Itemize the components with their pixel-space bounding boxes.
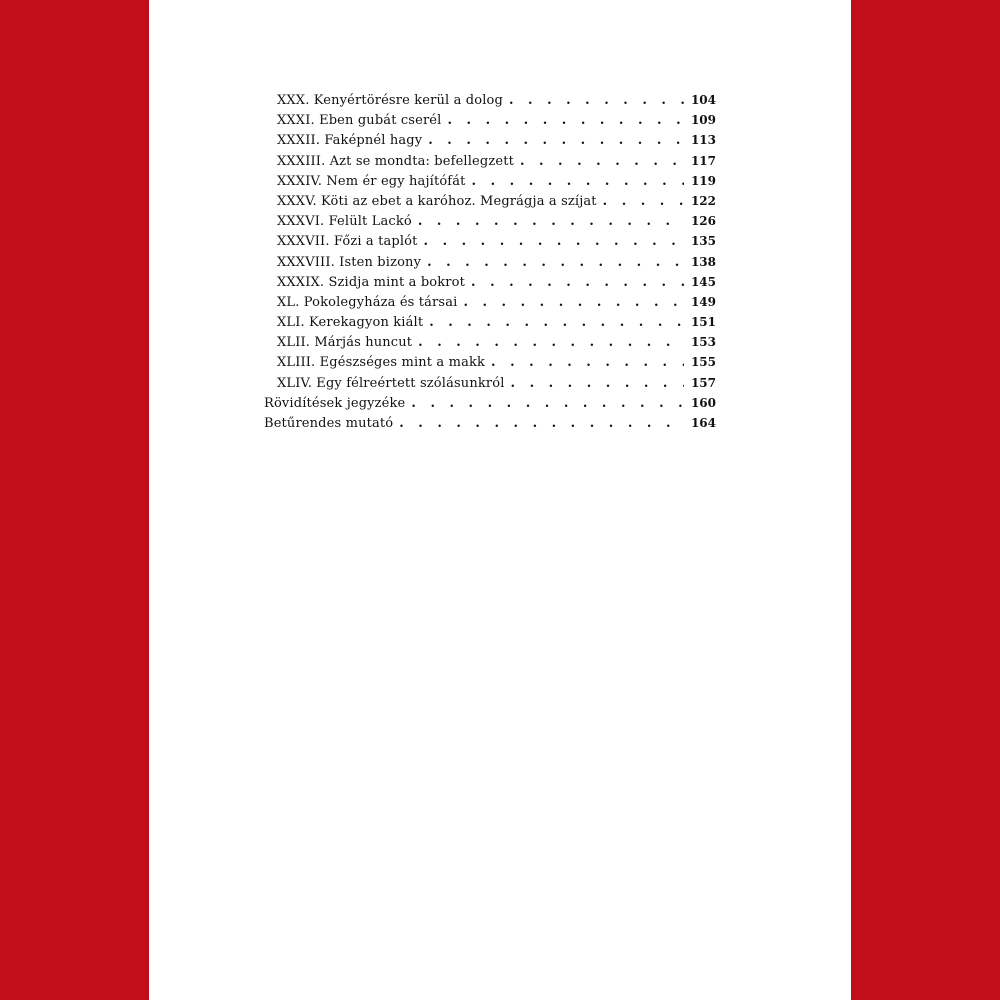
dot-leader: [399, 414, 684, 434]
toc-entry-page: 117: [690, 153, 716, 168]
dot-leader: [427, 253, 684, 273]
toc-entry-title: XXXII. Faképnél hagy: [277, 133, 423, 149]
toc-entry-title: XXXVI. Felült Lackó: [277, 214, 412, 230]
dot-leader: [491, 353, 684, 373]
toc-entry: [264, 211, 716, 231]
toc-entry: [264, 393, 716, 413]
toc-entry: [264, 352, 716, 372]
toc-entry-page: 160: [690, 395, 716, 410]
toc-entry: [264, 231, 716, 251]
dot-leader: [472, 172, 684, 192]
toc-entry: [264, 252, 716, 272]
toc-entry: [264, 151, 716, 171]
toc-entry-title: XXX. Kenyértörésre kerül a dolog: [277, 93, 503, 108]
toc-entry: [264, 413, 716, 433]
toc-entry-title: XLI. Kerekagyon kiált: [277, 315, 424, 331]
dot-leader: [603, 192, 684, 212]
toc-entry-page: 155: [690, 355, 716, 370]
toc-entry-title: XLIII. Egészséges mint a makk: [277, 355, 486, 371]
dot-leader: [463, 293, 684, 313]
dot-leader: [511, 374, 684, 394]
toc-entry-page: 109: [690, 113, 716, 128]
toc-entry-title: XXXVIII. Isten bizony: [277, 254, 422, 270]
dot-leader: [418, 212, 684, 232]
toc-entry-title: XXXIV. Nem ér egy hajítófát: [277, 173, 466, 189]
toc-entry-title: XXXV. Köti az ebet a karóhoz. Megrágja a szíjat: [277, 193, 597, 209]
toc-entry: [264, 373, 716, 393]
toc-entry-page: 113: [690, 133, 716, 148]
toc-entry: [264, 171, 716, 191]
dot-leader: [428, 131, 684, 151]
toc-entry-page: 151: [690, 315, 716, 330]
toc-entry: [264, 90, 716, 110]
toc-entry-title: Betűrendes mutató: [264, 416, 394, 431]
toc-entry-page: 164: [690, 416, 716, 430]
toc-entry-title: XXXIX. Szidja mint a bokrot: [277, 274, 466, 290]
toc-entry-page: 145: [690, 274, 716, 289]
toc-entry: [264, 312, 716, 332]
dot-leader: [429, 313, 684, 333]
toc-entry-title: XLII. Márjás huncut: [277, 335, 413, 351]
dot-leader: [411, 394, 684, 414]
toc-entry-page: 149: [690, 294, 716, 309]
dot-leader: [520, 152, 684, 172]
dot-leader: [447, 111, 684, 131]
toc-entry: [264, 110, 716, 130]
toc-entry-title: XXXVII. Főzi a taplót: [277, 234, 418, 250]
toc-entry: [264, 191, 716, 211]
dot-leader: [509, 91, 684, 111]
dot-leader: [424, 232, 684, 252]
toc-entry: [264, 272, 716, 292]
table-of-contents: [264, 90, 716, 433]
dot-leader: [418, 333, 684, 353]
toc-entry-page: 104: [690, 93, 716, 107]
toc-entry-page: 157: [690, 375, 716, 390]
toc-entry-title: XL. Pokolegyháza és társai: [277, 294, 458, 310]
toc-entry-page: 119: [690, 173, 716, 188]
toc-entry-page: 138: [690, 254, 716, 269]
toc-entry-title: XXXI. Eben gubát cserél: [277, 113, 442, 129]
toc-entry-page: 153: [690, 335, 716, 350]
toc-entry-page: 135: [690, 234, 716, 249]
toc-entry-page: 122: [690, 193, 716, 208]
toc-entry-page: 126: [690, 214, 716, 229]
toc-entry: [264, 130, 716, 150]
toc-entry-title: XLIV. Egy félreértett szólásunkról: [277, 375, 505, 391]
toc-entry: [264, 332, 716, 352]
dot-leader: [471, 273, 684, 293]
toc-entry: [264, 292, 716, 312]
toc-entry-title: XXXIII. Azt se mondta: befellegzett: [277, 153, 514, 169]
book-page: [149, 0, 851, 1000]
toc-entry-title: Rövidítések jegyzéke: [264, 395, 406, 411]
